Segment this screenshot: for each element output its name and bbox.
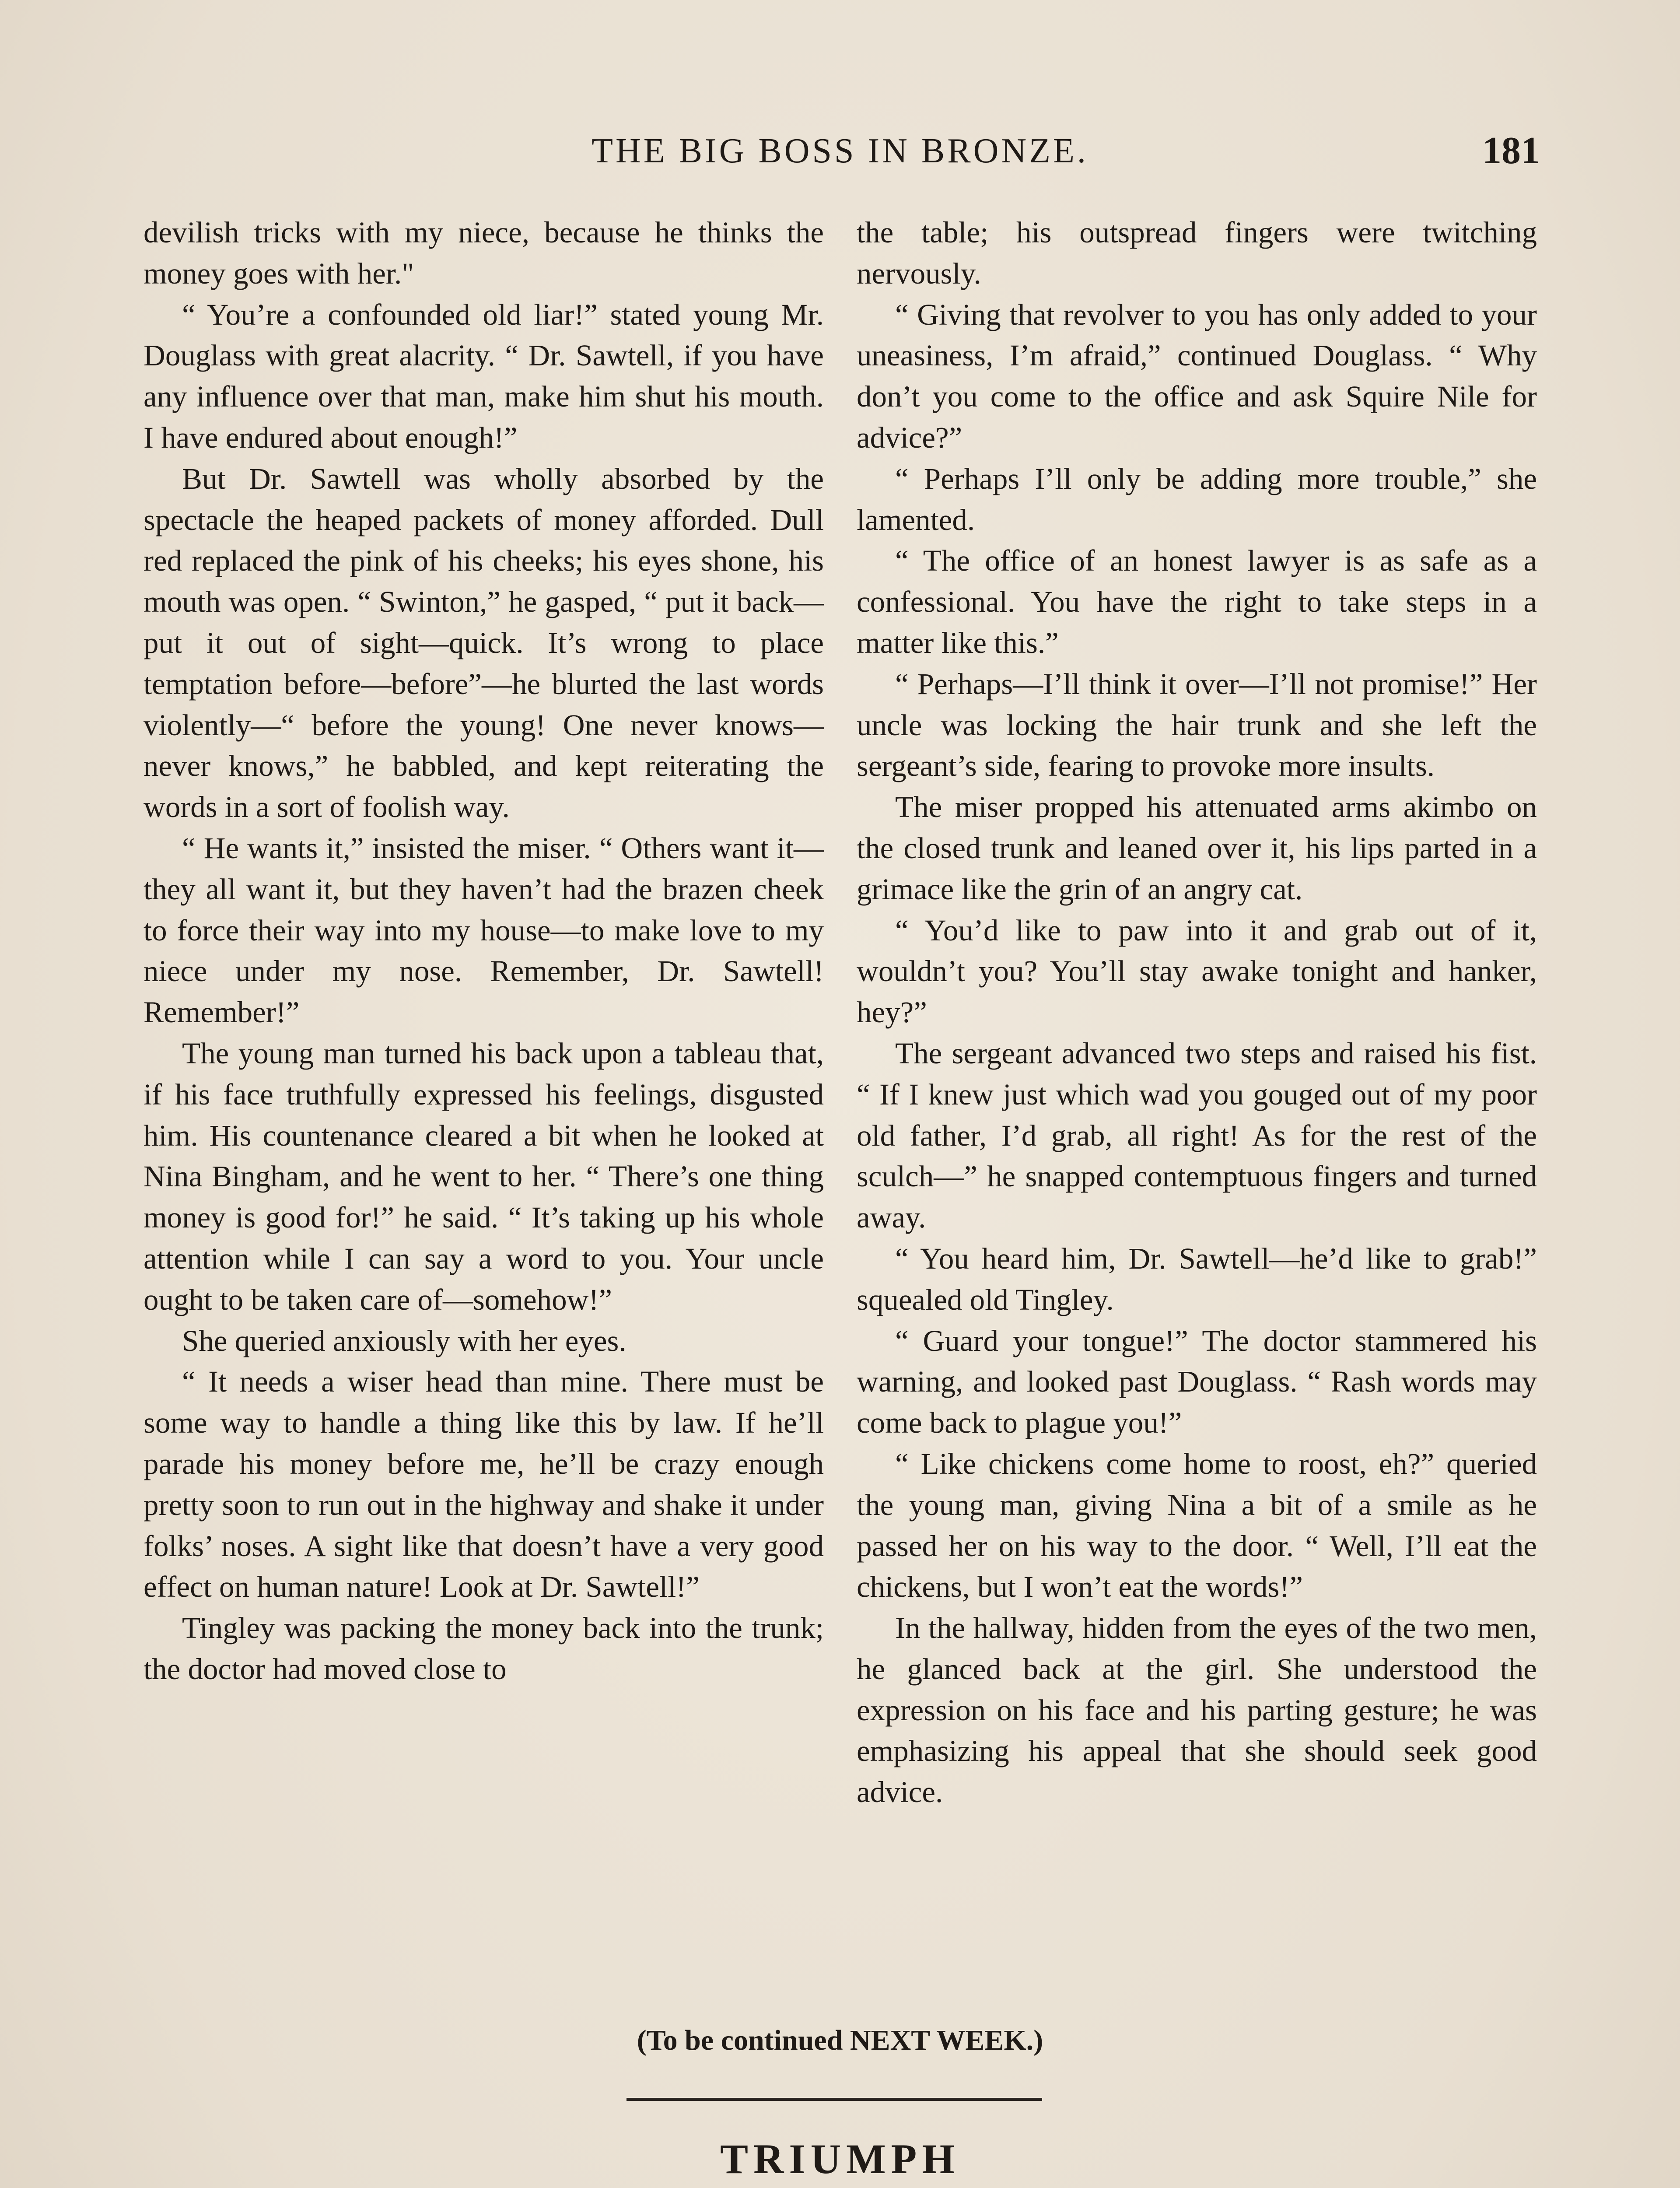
running-title: THE BIG BOSS IN BRONZE.	[592, 132, 1088, 170]
paragraph: The sergeant advanced two steps and raised his fist. “ If I knew just which wad you gouged out of my poor old father, I’d grab, all right! As for the rest of the sculch—” he snapped contemptuous fingers and turned away.	[857, 1036, 1537, 1234]
section-divider	[626, 2098, 1042, 2101]
paragraph: The young man turned his back upon a tableau that, if his face truthfully expressed his feelings, disgusted him. His countenance cleared a bit when he looked at Nina Bingham, and he went to her. “ There’s one thing money is good for!” he said. “ It’s taking up his whole attention while I can say a word to you. Your uncle ought to be taken care of—somehow!”	[144, 1036, 824, 1316]
paragraph: “ Guard your tongue!” The doctor stammered his warning, and looked past Douglass. “ Rash words may come back to plague you!”	[857, 1324, 1537, 1440]
paragraph: “ Giving that revolver to you has only added to your uneasiness, I’m afraid,” continued Douglass. “ Why don’t you come to the office and ask Squire Nile for advice?”	[857, 298, 1537, 454]
paragraph: devilish tricks with my niece, because he thinks the money goes with her."	[144, 216, 824, 290]
paragraph: “ Like chickens come home to roost, eh?” queried the young man, giving Nina a bit of a smile as he passed her on his way to the door. “ Well, I’ll eat the chickens, but I won’t eat the words!”	[857, 1447, 1537, 1604]
poem-title: TRIUMPH	[720, 2135, 960, 2182]
paragraph: But Dr. Sawtell was wholly absorbed by the spectacle the heaped packets of money afforded. Dull red replaced the pink of his cheeks; his eyes shone, his mouth was open. “ Swinton,” he gasped, “ put it back—put it out of sight—quick. It’s wrong to place temptation before—before”—he blurted the last words violently—“ before the young! One never knows—never knows,” he babbled, and kept reiterating the words in a sort of foolish way.	[144, 462, 824, 824]
paragraph: “ He wants it,” insisted the miser. “ Others want it—they all want it, but they haven’t had the brazen cheek to force their way into my house—to make love to my niece under my nose. Remember, Dr. Sawtell! Remember!”	[144, 831, 824, 1029]
text-column-left	[144, 212, 824, 1690]
paragraph: “ You’d like to paw into it and grab out of it, wouldn’t you? You’ll stay awake tonight and hanker, hey?”	[857, 913, 1537, 1029]
paragraph: “ The office of an honest lawyer is as safe as a confessional. You have the right to take steps in a matter like this.”	[857, 544, 1537, 659]
paragraph: She queried anxiously with her eyes.	[182, 1324, 626, 1357]
paragraph: Tingley was packing the money back into the trunk; the doctor had moved close to	[144, 1611, 824, 1686]
paragraph: The miser propped his attenuated arms akimbo on the closed trunk and leaned over it, his lips parted in a grimace like the grin of an angry cat.	[857, 790, 1537, 906]
continued-note: (To be continued NEXT WEEK.)	[637, 2024, 1043, 2056]
paragraph: “ Perhaps I’ll only be adding more trouble,” she lamented.	[857, 462, 1537, 536]
page-number: 181	[1482, 130, 1540, 172]
paragraph: “ It needs a wiser head than mine. There must be some way to handle a thing like this by law. If he’ll parade his money before me, he’ll be crazy enough pretty soon to run out in the highway and shake it under folks’ noses. A sight like that doesn’t have a very good effect on human nature! Look at Dr. Sawtell!”	[144, 1365, 824, 1604]
paragraph: “ You heard him, Dr. Sawtell—he’d like to grab!” squealed old Tingley.	[857, 1241, 1537, 1316]
paragraph: “ You’re a confounded old liar!” stated young Mr. Douglass with great alacrity. “ Dr. Sawtell, if you have any influence over that man, make him shut his mouth. I have endured about enough!”	[144, 298, 824, 454]
paragraph: In the hallway, hidden from the eyes of the two men, he glanced back at the girl. She understood the expression on his face and his parting gesture; he was emphasizing his appeal that she should seek good advice.	[857, 1611, 1537, 1809]
running-head	[140, 131, 1540, 179]
paragraph: “ Perhaps—I’ll think it over—I’ll not promise!” Her uncle was locking the hair trunk and she left the sergeant’s side, fearing to provoke more insults.	[857, 667, 1537, 783]
paragraph: the table; his outspread fingers were twitching nervously.	[857, 216, 1537, 290]
text-column-right	[857, 212, 1537, 1813]
